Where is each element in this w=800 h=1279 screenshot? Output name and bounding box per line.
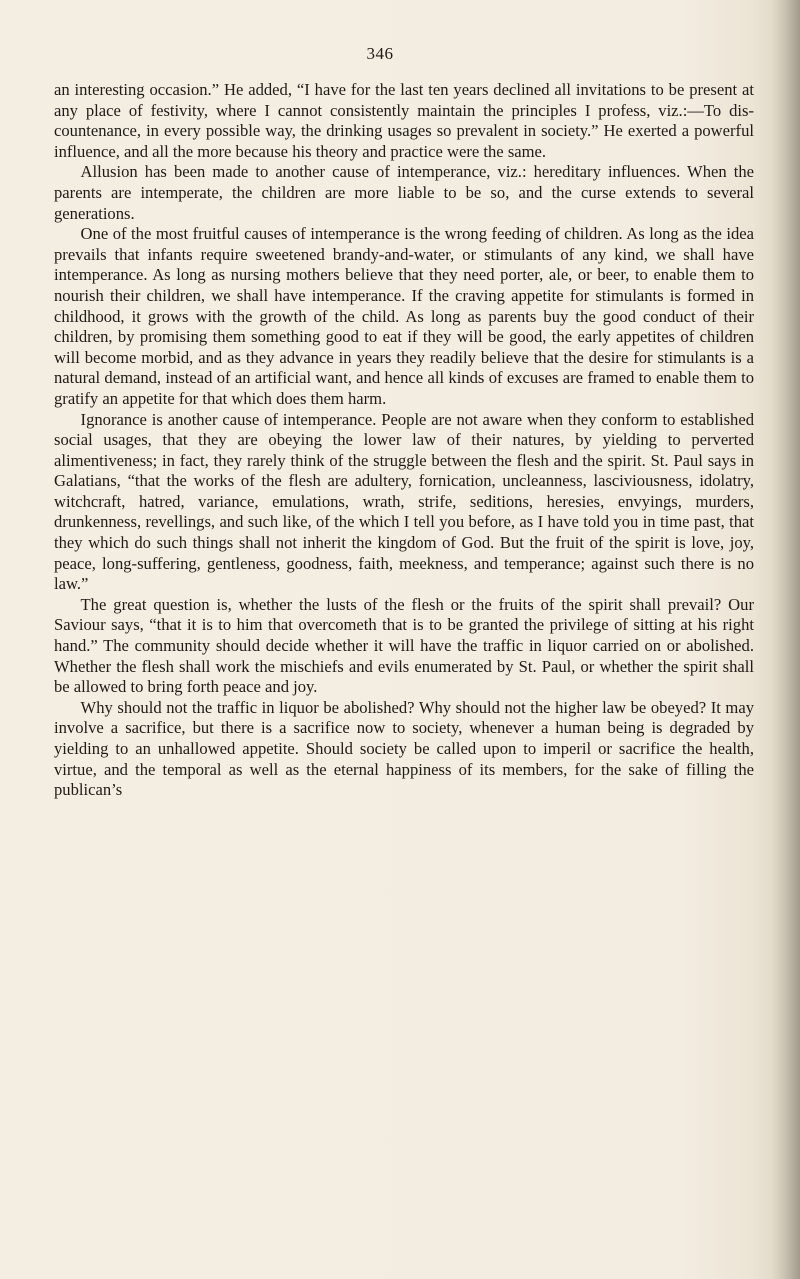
paragraph-3: One of the most fruitful causes of intemperance is the wrong feeding of children. As long as the idea prevails that infants require sweetened brandy-and-water, or stimulants of any kind, we shall have intemperance. As long as nursing mothers believe that they need porter, ale, or beer, to enable them to nourish their children, we shall have intemperance. If the craving appetite for stimulants is formed in childhood, it grows with the growth of the child. As long as parents buy the good conduct of their children, by promising them something good to eat if they will be good, the early appetites of children will become morbid, and as they advance in years they readily believe that the desire for stimulants is a natural demand, instead of an artificial want, and hence all kinds of excuses are framed to enable them to gratify an appetite for that which does them harm. — [54, 224, 754, 408]
paragraph-4: Ignorance is another cause of intemperance. People are not aware when they conform to established social usages, that they are obeying the lower law of their natures, by yielding to perverted alimentiveness; in fact, they rarely think of the struggle between the flesh and the spirit. St. Paul says in Galatians, “that the works of the flesh are adultery, fornication, uncleanness, lasciviousness, idolatry, witchcraft, hatred, variance, emulations, wrath, strife, seditions, heresies, envyings, murders, drunkenness, revellings, and such like, of the which I tell you before, as I have told you in time past, that they which do such things shall not inherit the kingdom of God. But the fruit of the spirit is love, joy, peace, long-suffering, gentleness, goodness, faith, meekness, and temperance; against such there is no law.” — [54, 409, 754, 594]
page-number: 346 — [366, 44, 394, 63]
body-text — [54, 80, 754, 801]
paragraph-1: an interesting occasion.” He added, “I have for the last ten years declined all invitations to be present at any place of festivity, where I cannot consistently maintain the principles I profess, viz.:—To dis-countenance, in every possible way, the drinking usages so prevalent in society.” He exerted a powerful influence, and all the more because his theory and practice were the same. — [54, 80, 754, 161]
paragraph-6: Why should not the traffic in liquor be abolished? Why should not the higher law be obeyed? It may involve a sacrifice, but there is a sacrifice now to society, whenever a human being is degraded by yielding to an unhallowed appetite. Should society be called upon to imperil or sacrifice the health, virtue, and the temporal as well as the eternal happiness of its members, for the sake of filling the publican’s — [54, 697, 754, 800]
paragraph-5: The great question is, whether the lusts of the flesh or the fruits of the spirit shall prevail? Our Saviour says, “that it is to him that overcometh that is to be granted the privilege of sitting at his right hand.” The community should decide whether it will have the traffic in liquor carried on or abolished. Whether the flesh shall work the mischiefs and evils enumerated by St. Paul, or whether the spirit shall be allowed to bring forth peace and joy. — [54, 594, 754, 697]
paragraph-2: Allusion has been made to another cause of intemperance, viz.: hereditary influences. When the parents are intemperate, the children are more liable to be so, and the curse extends to several generations. — [54, 162, 754, 223]
page-edge-shadow — [772, 0, 800, 1279]
